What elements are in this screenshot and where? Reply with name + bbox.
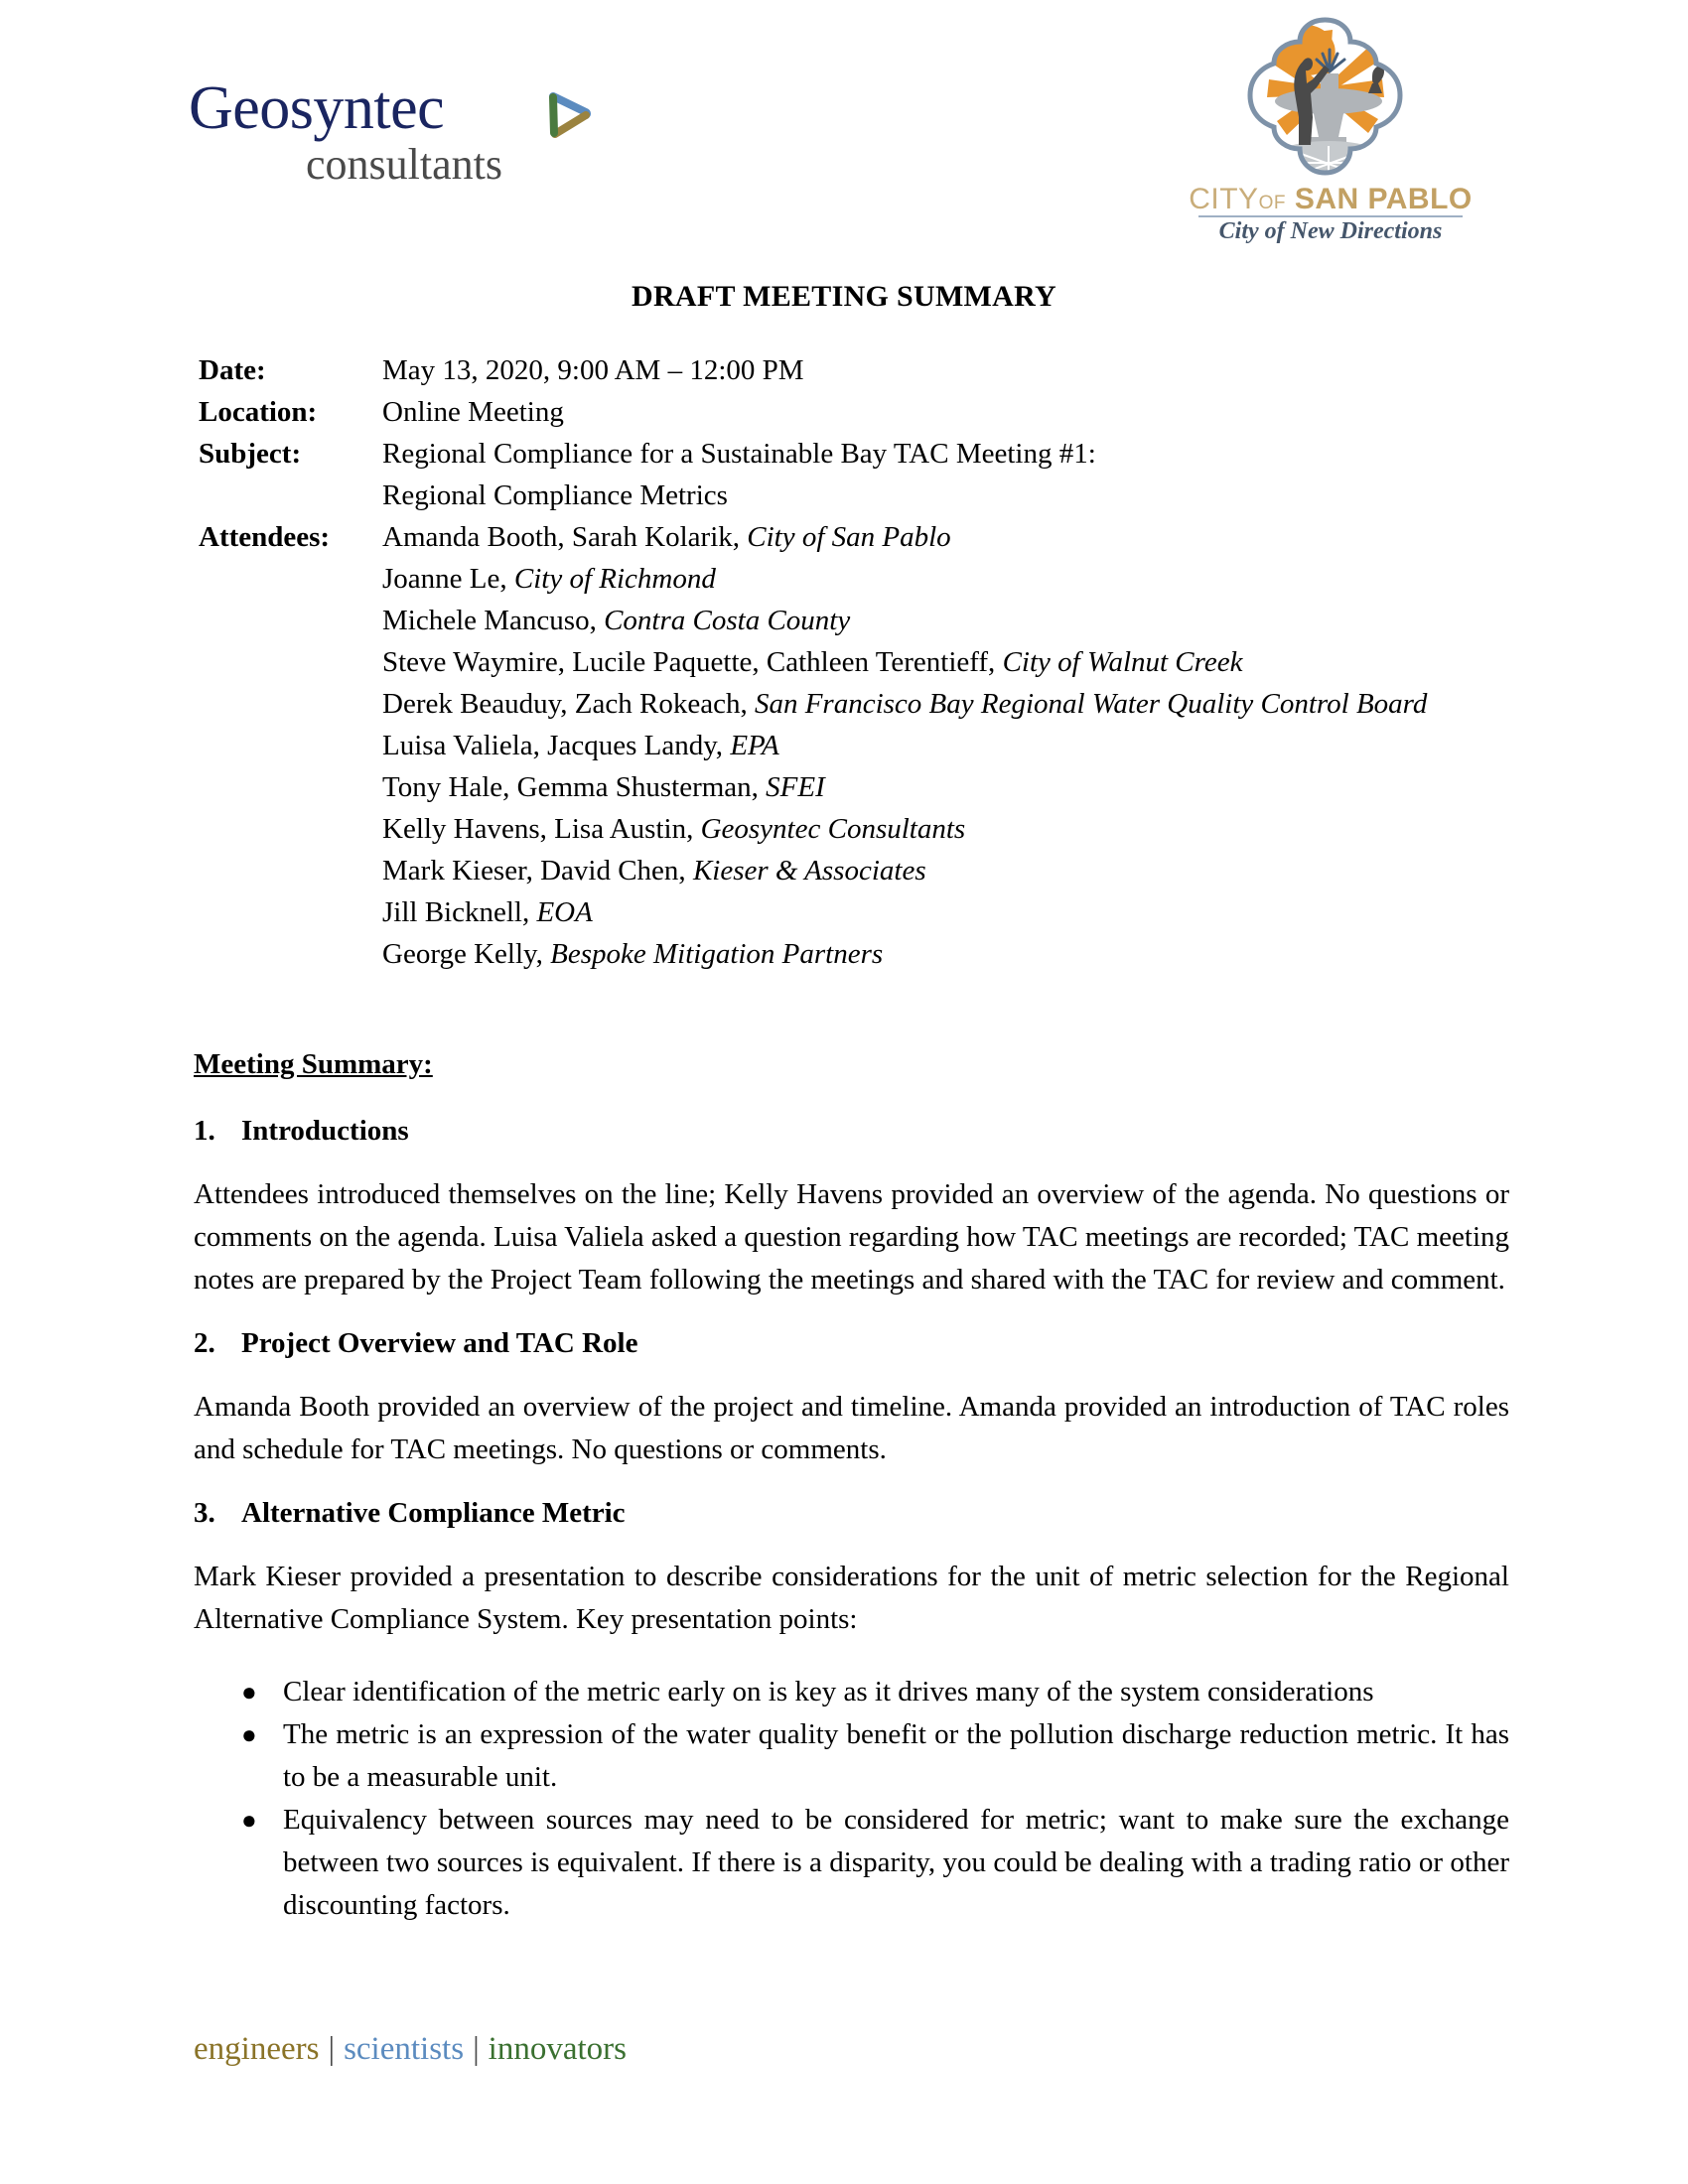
- footer-separator-2: |: [473, 2031, 480, 2067]
- attendee-org: Bespoke Mitigation Partners: [550, 938, 884, 970]
- meta-row-location: [199, 391, 1519, 433]
- attendee-line: [382, 558, 1519, 600]
- attendee-org: Kieser & Associates: [692, 855, 926, 887]
- attendee-org: SFEI: [766, 771, 825, 803]
- page-header: [0, 0, 1688, 248]
- geosyntec-wordmark: Geosyntec: [189, 74, 445, 142]
- attendee-names: Joanne Le,: [382, 563, 514, 595]
- subject-line-2: Regional Compliance Metrics: [382, 479, 728, 511]
- geosyntec-logo: [189, 74, 606, 206]
- san-pablo-of-word: OF: [1258, 193, 1286, 213]
- attendee-names: Michele Mancuso,: [382, 605, 605, 636]
- location-value: Online Meeting: [382, 396, 564, 428]
- subject-line-1: Regional Compliance for a Sustainable Bay TAC Meeting #1:: [382, 438, 1096, 470]
- attendee-org: Contra Costa County: [604, 605, 851, 636]
- meeting-summary-body: [194, 1048, 1509, 1927]
- attendee-names: George Kelly,: [382, 938, 551, 970]
- geosyntec-triangle-icon: [541, 89, 593, 141]
- attendee-line: [382, 641, 1519, 683]
- section-number-2: 2.: [194, 1327, 215, 1359]
- attendee-names: Kelly Havens, Lisa Austin,: [382, 813, 701, 845]
- date-label: Date:: [199, 354, 266, 386]
- meeting-metadata: [199, 349, 1519, 975]
- san-pablo-divider: [1198, 215, 1463, 217]
- section-heading-3: [194, 1497, 1509, 1530]
- section-number-1: 1.: [194, 1115, 215, 1147]
- section-paragraph-2: Amanda Booth provided an overview of the project and timeline. Amanda provided an introduction of TAC roles and schedule for TAC meetings. No questions or comments.: [194, 1391, 1509, 1465]
- san-pablo-logo: [1187, 14, 1475, 242]
- san-pablo-fountain-emblem-icon: [1233, 14, 1417, 181]
- san-pablo-tagline: City of New Directions: [1218, 218, 1443, 244]
- subject-value: [382, 433, 1519, 516]
- page-footer: [194, 2031, 627, 2068]
- section-title-3: Alternative Compliance Metric: [241, 1497, 626, 1529]
- meta-row-subject: [199, 433, 1519, 516]
- date-value: May 13, 2020, 9:00 AM – 12:00 PM: [382, 354, 804, 386]
- attendee-line: [382, 516, 1519, 558]
- san-pablo-city-word: CITY: [1189, 183, 1259, 215]
- footer-innovators: innovators: [488, 2031, 627, 2067]
- attendee-line: [382, 933, 1519, 975]
- list-item-text: Clear identification of the metric early on is key as it drives many of the system considerations: [283, 1676, 1374, 1707]
- list-item-text: The metric is an expression of the water quality benefit or the pollution discharge reduction metric. It has to be a measurable unit.: [283, 1718, 1509, 1793]
- attendee-line: [382, 725, 1519, 766]
- meta-row-date: [199, 349, 1519, 391]
- presentation-points-list: [194, 1671, 1509, 1927]
- attendee-line: [382, 850, 1519, 891]
- section-title-2: Project Overview and TAC Role: [241, 1327, 638, 1359]
- bullet-dot-icon: ●: [241, 1806, 257, 1835]
- subject-label: Subject:: [199, 438, 302, 470]
- location-label: Location:: [199, 396, 318, 428]
- footer-engineers: engineers: [194, 2031, 320, 2067]
- section-paragraph-3: Mark Kieser provided a presentation to describe considerations for the unit of metric selection for the Regional Alternative Compliance System. Key presentation points:: [194, 1561, 1509, 1635]
- attendees-label: Attendees:: [199, 521, 331, 553]
- page-title: DRAFT MEETING SUMMARY: [631, 280, 1057, 313]
- section-heading-2: [194, 1327, 1509, 1360]
- attendee-names: Luisa Valiela, Jacques Landy,: [382, 730, 731, 761]
- attendee-line: [382, 600, 1519, 641]
- list-item: [194, 1799, 1509, 1927]
- attendee-org: EPA: [730, 730, 779, 761]
- attendee-names: Jill Bicknell,: [382, 896, 537, 928]
- attendee-names: Steve Waymire, Lucile Paquette, Cathleen Terentieff,: [382, 646, 1003, 678]
- san-pablo-main-word: SAN PABLO: [1294, 183, 1473, 215]
- san-pablo-name: [1187, 185, 1475, 214]
- attendee-names: Amanda Booth, Sarah Kolarik,: [382, 521, 748, 553]
- footer-separator-1: |: [328, 2031, 336, 2067]
- attendee-org: City of Walnut Creek: [1002, 646, 1243, 678]
- section-paragraph-1: Attendees introduced themselves on the line; Kelly Havens provided an overview of the agenda. No questions or comments on the agenda. Luisa Valiela asked a question regarding how TAC meetings are recorded; TAC meeting notes are prepared by the Project Team following the meetings and shared with the TAC for review and comment.: [194, 1178, 1509, 1296]
- attendee-names: Mark Kieser, David Chen,: [382, 855, 693, 887]
- bullet-dot-icon: ●: [241, 1678, 257, 1706]
- section-heading-1: [194, 1115, 1509, 1148]
- geosyntec-subtitle: consultants: [306, 140, 502, 189]
- section-number-3: 3.: [194, 1497, 215, 1529]
- attendee-org: EOA: [536, 896, 593, 928]
- attendee-org: San Francisco Bay Regional Water Quality Control Board: [754, 688, 1428, 720]
- attendee-line: [382, 683, 1519, 725]
- attendee-line: [382, 891, 1519, 933]
- attendee-line: [382, 766, 1519, 808]
- list-item: [194, 1671, 1509, 1713]
- list-item-text: Equivalency between sources may need to be considered for metric; want to make sure the exchange between two sources is equivalent. If there is a disparity, you could be dealing with a trading ratio or other discounting factors.: [283, 1804, 1509, 1921]
- attendee-names: Derek Beauduy, Zach Rokeach,: [382, 688, 755, 720]
- meta-row-attendees: [199, 516, 1519, 975]
- attendee-org: City of San Pablo: [747, 521, 951, 553]
- attendee-org: City of Richmond: [513, 563, 716, 595]
- section-title-1: Introductions: [241, 1115, 409, 1147]
- footer-scientists: scientists: [344, 2031, 465, 2067]
- attendee-line: [382, 808, 1519, 850]
- meeting-summary-heading: Meeting Summary:: [194, 1048, 433, 1080]
- list-item: [194, 1713, 1509, 1799]
- attendees-list: [382, 516, 1519, 975]
- bullet-dot-icon: ●: [241, 1720, 257, 1749]
- attendee-org: Geosyntec Consultants: [700, 813, 966, 845]
- attendee-names: Tony Hale, Gemma Shusterman,: [382, 771, 767, 803]
